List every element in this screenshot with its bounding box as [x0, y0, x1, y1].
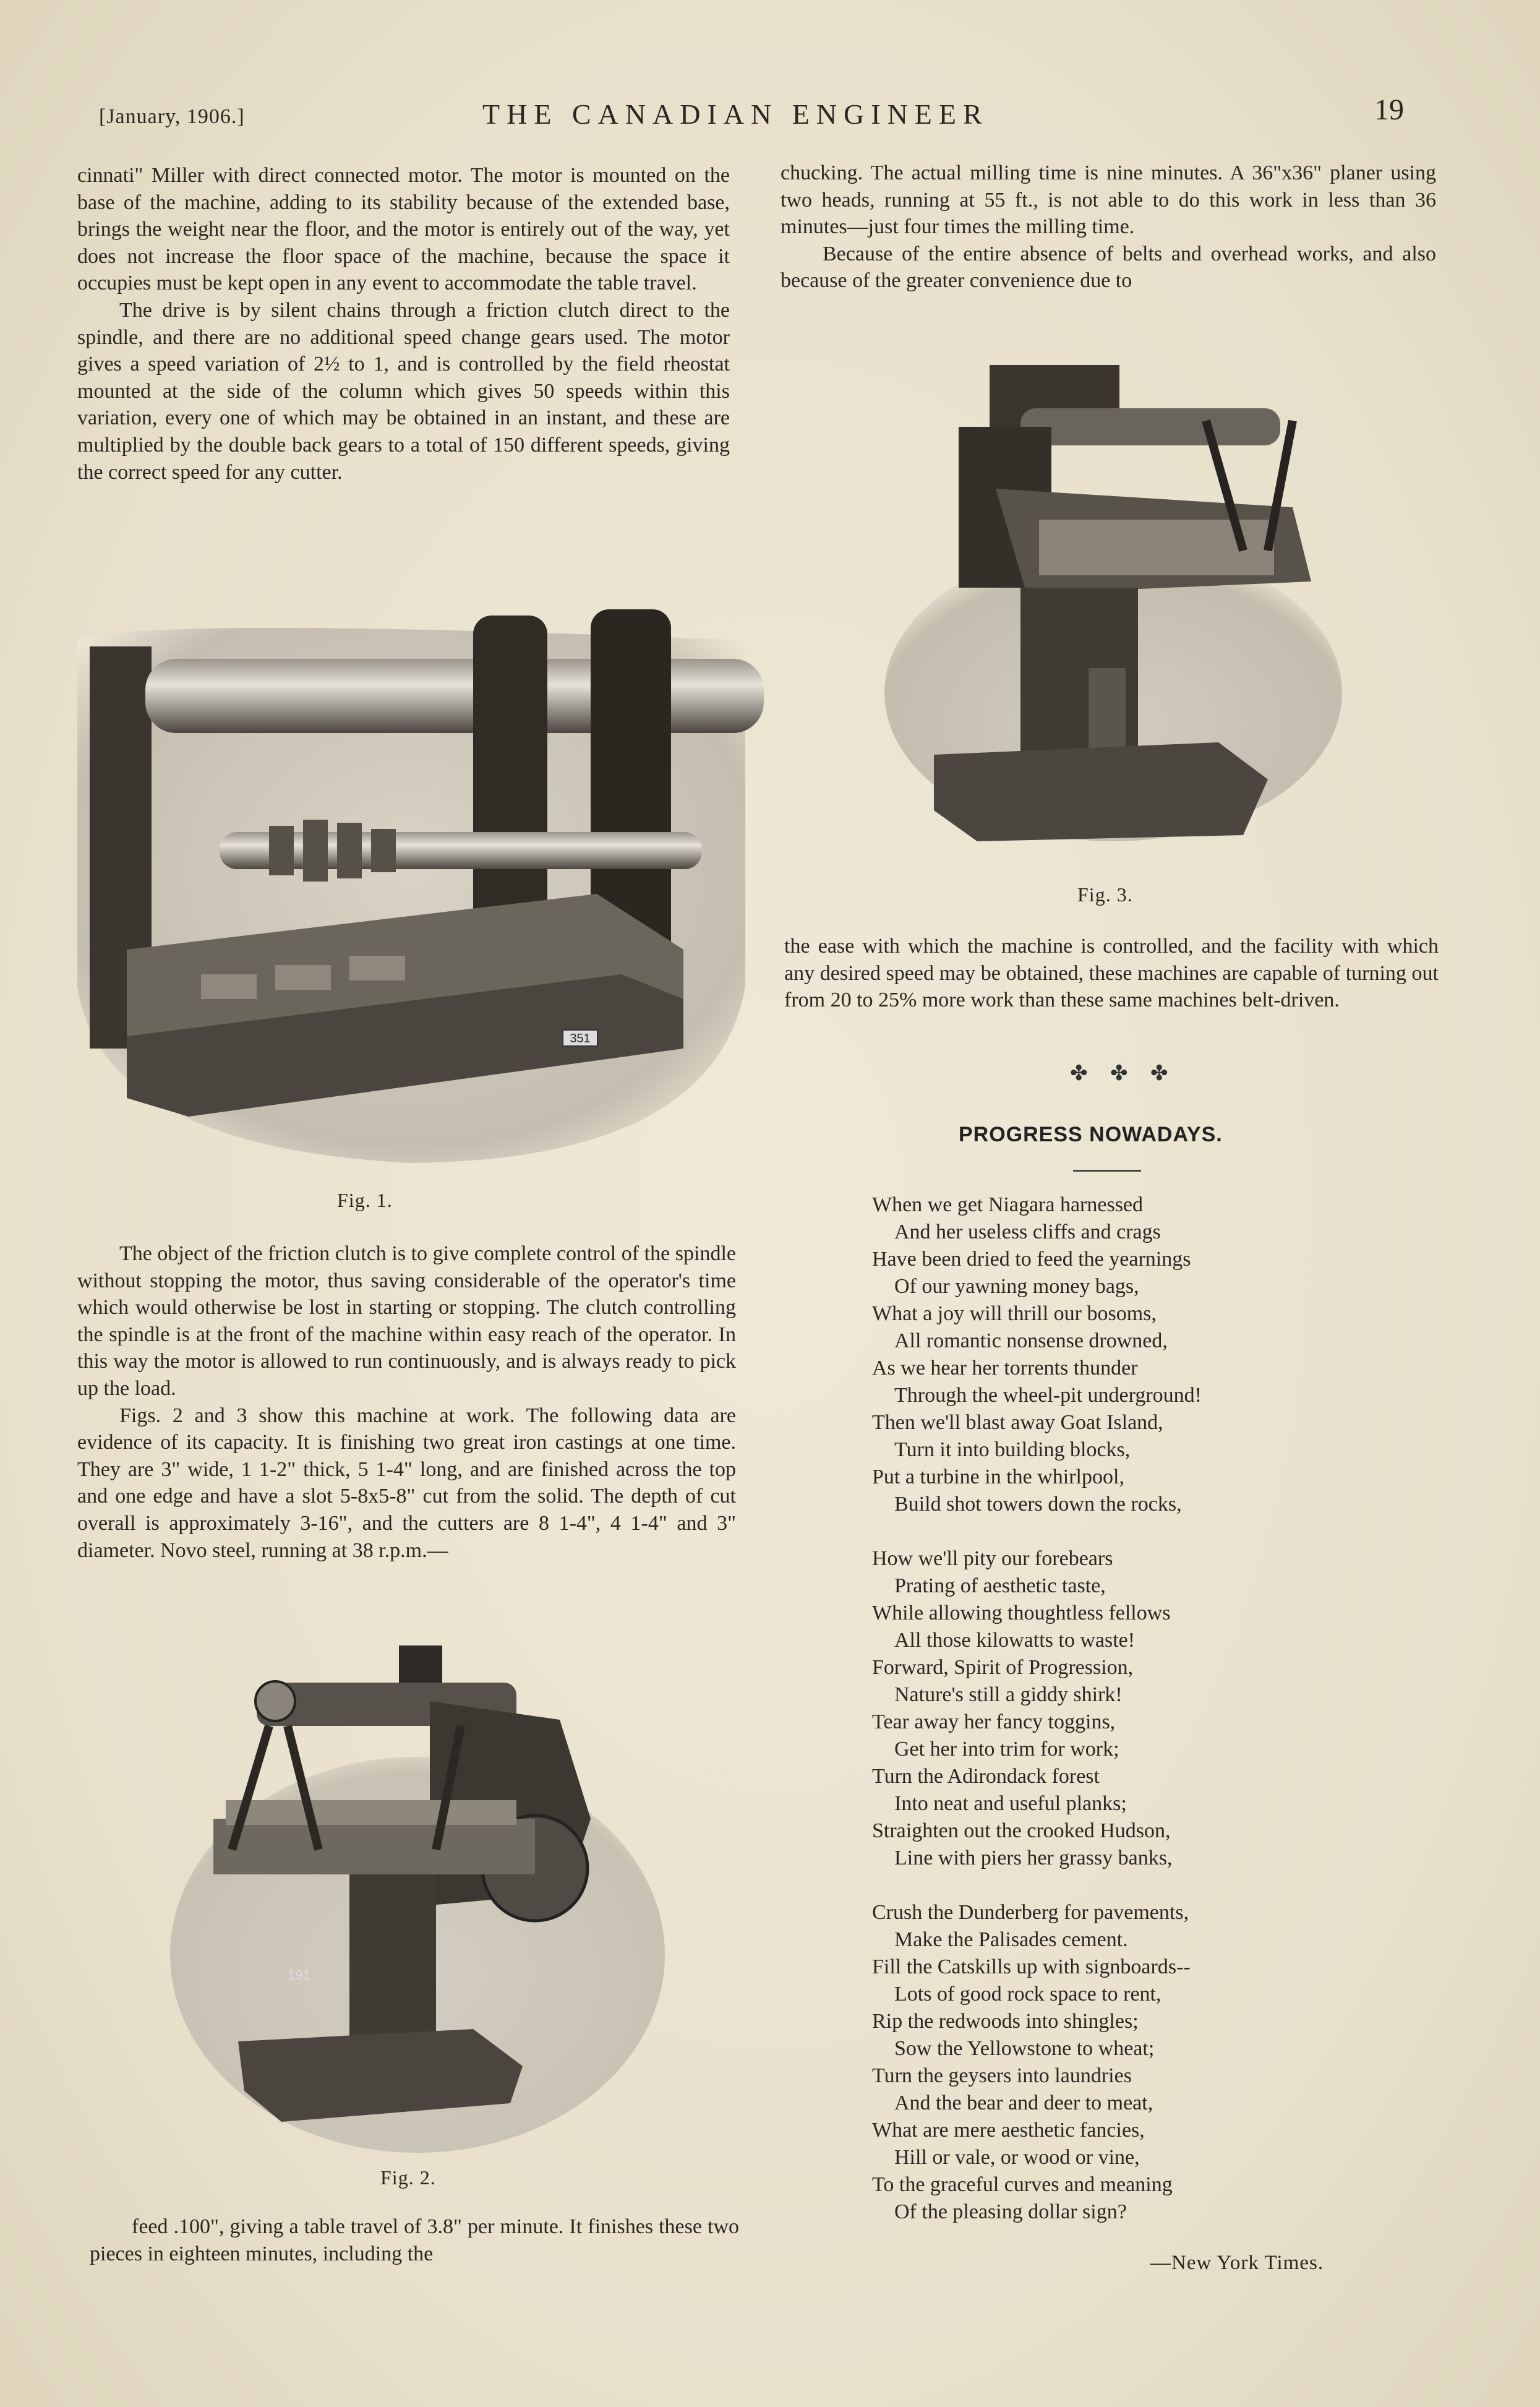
poem-body	[872, 1191, 1429, 2226]
poem-line: All romantic nonsense drowned,	[894, 1329, 1168, 1352]
plate-number: 351	[570, 1032, 591, 1045]
poem-line: Tear away her fancy toggins,	[872, 1710, 1116, 1733]
poem-line: Rip the redwoods into shingles;	[872, 2010, 1139, 2033]
figure-1-caption: Fig. 1.	[337, 1189, 393, 1211]
stanza-3	[872, 1899, 1429, 2226]
poem-line: When we get Niagara harnessed	[872, 1193, 1144, 1216]
figure-1-milling-machine-spindle	[65, 603, 776, 1178]
paragraph: the ease with which the machine is controlled, and the facility with which any desired speed may be obtained, these machines are capable of turning out from 20 to 25% more work than these same machines belt-driven.	[784, 935, 1439, 1012]
stanza-break	[872, 1872, 1429, 1899]
section-ornament: ✤ ✤ ✤	[1070, 1062, 1177, 1085]
stanza-break	[872, 1518, 1429, 1545]
poem-line: Make the Palisades cement.	[894, 1928, 1128, 1951]
poem-line: How we'll pity our forebears	[872, 1547, 1113, 1570]
poem-line: Through the wheel-pit underground!	[894, 1384, 1202, 1407]
poem-line: All those kilowatts to waste!	[894, 1629, 1136, 1652]
figure-2-caption: Fig. 2.	[380, 2166, 436, 2189]
poem-line: Then we'll blast away Goat Island,	[872, 1411, 1163, 1434]
poem-line: Turn the Adirondack forest	[872, 1765, 1100, 1788]
paragraph: Figs. 2 and 3 show this machine at work. The following data are evidence of its capacity. It is finishing two great iron castings at one time. They are 3" wide, 1 1-2" thick, 5 1-4" long, and are finished across the top and one edge and have a slot 5-8x5-8" cut from the solid. The depth of cut overall is approximately 3-16", and the cutters are 8 1-4", 4 1-4" and 3" diameter. Novo steel, running at 38 r.p.m.—	[77, 1404, 736, 1562]
poem-line: Of our yawning money bags,	[894, 1275, 1139, 1298]
title-rule	[1073, 1170, 1141, 1172]
right-column-middle-text	[784, 933, 1439, 1014]
poem-line: Forward, Spirit of Progression,	[872, 1656, 1134, 1679]
poem-line: Crush the Dunderberg for pavements,	[872, 1901, 1189, 1924]
poem-line: Turn the geysers into laundries	[872, 2064, 1132, 2087]
left-column-top-text	[77, 162, 730, 486]
poem-line: Put a turbine in the whirlpool,	[872, 1465, 1124, 1488]
poem-line: Get her into trim for work;	[894, 1738, 1119, 1761]
poem-line: To the graceful curves and meaning	[872, 2173, 1173, 2196]
poem-line: Nature's still a giddy shirk!	[894, 1683, 1123, 1706]
page-number: 19	[1374, 93, 1404, 126]
plate-number: 191	[288, 1967, 310, 1983]
paragraph: chucking. The actual milling time is nine minutes. A 36"x36" planer using two heads, running at 55 ft., is not able to do this work in less than 36 minutes—just four times the milling time.	[781, 161, 1436, 239]
poem-line: What a joy will thrill our bosoms,	[872, 1302, 1157, 1325]
poem-line: Prating of aesthetic taste,	[894, 1574, 1106, 1597]
figure-2-milling-machine	[164, 1633, 665, 2159]
poem-line: Straighten out the crooked Hudson,	[872, 1819, 1171, 1842]
paragraph: feed .100", giving a table travel of 3.8" per minute. It finishes these two pieces in eighteen minutes, including the	[90, 2215, 739, 2265]
stanza-1	[872, 1191, 1429, 1518]
poem-line: And her useless cliffs and crags	[894, 1221, 1161, 1243]
poem-line: What are mere aesthetic fancies,	[872, 2119, 1145, 2142]
running-header	[99, 93, 1404, 142]
poem-line: Hill or vale, or wood or vine,	[894, 2146, 1140, 2169]
right-column-top-text	[781, 160, 1436, 294]
left-column-middle-text	[77, 1240, 736, 1564]
poem-line: As we hear her torrents thunder	[872, 1357, 1138, 1379]
poem-title: PROGRESS NOWADAYS.	[959, 1123, 1223, 1146]
poem-line: Lots of good rock space to rent,	[894, 1983, 1161, 2006]
poem-line: Sow the Yellowstone to wheat;	[894, 2037, 1155, 2060]
issue-date: [January, 1906.]	[99, 105, 245, 128]
poem-line: And the bear and deer to meat,	[894, 2092, 1153, 2114]
paragraph: cinnati" Miller with direct connected motor. The motor is mounted on the base of the machine, adding to its stability because of the extended base, brings the weight near the floor, and the motor is entirely out of the way, yet does not increase the floor space of the machine, because the space it occupies must be kept open in any event to accommodate the table travel.	[77, 164, 730, 295]
poem-line: Line with piers her grassy banks,	[894, 1847, 1173, 1869]
paragraph: The object of the friction clutch is to give complete control of the spindle without stopping the motor, thus saving considerable of the operator's time which would otherwise be lost in starting or stopping. The clutch controlling the spindle is at the front of the machine within easy reach of the operator. In this way the motor is allowed to run continuously, and is always ready to pick up the load.	[77, 1242, 736, 1400]
stanza-2	[872, 1545, 1429, 1872]
poem-line: Build shot towers down the rocks,	[894, 1493, 1182, 1516]
poem-line: While allowing thoughtless fellows	[872, 1602, 1171, 1624]
journal-title: THE CANADIAN ENGINEER	[482, 98, 989, 130]
poem-line: Fill the Catskills up with signboards--	[872, 1955, 1191, 1978]
poem-line: Into neat and useful planks;	[894, 1792, 1127, 1815]
poem-line: Of the pleasing dollar sign?	[894, 2200, 1127, 2223]
poem-line: Have been dried to feed the yearnings	[872, 1248, 1191, 1271]
figure-3-caption: Fig. 3.	[1077, 883, 1133, 906]
poem-line: Turn it into building blocks,	[894, 1438, 1131, 1461]
paragraph: The drive is by silent chains through a friction clutch direct to the spindle, and there are no additional speed change gears used. The motor gives a speed variation of 2½ to 1, and is controlled by the field rheostat mounted at the side of the column which gives 50 speeds within this variation, every one of which may be obtained in an instant, and these are multiplied by the double back gears to a total of 150 different speeds, giving the correct speed for any cutter.	[77, 298, 730, 484]
figure-3-milling-machine-at-work	[872, 346, 1354, 847]
poem-attribution: —New York Times.	[1150, 2252, 1324, 2274]
left-column-bottom-text	[90, 2213, 739, 2267]
paragraph: Because of the entire absence of belts and overhead works, and also because of the greater convenience due to	[781, 242, 1436, 293]
